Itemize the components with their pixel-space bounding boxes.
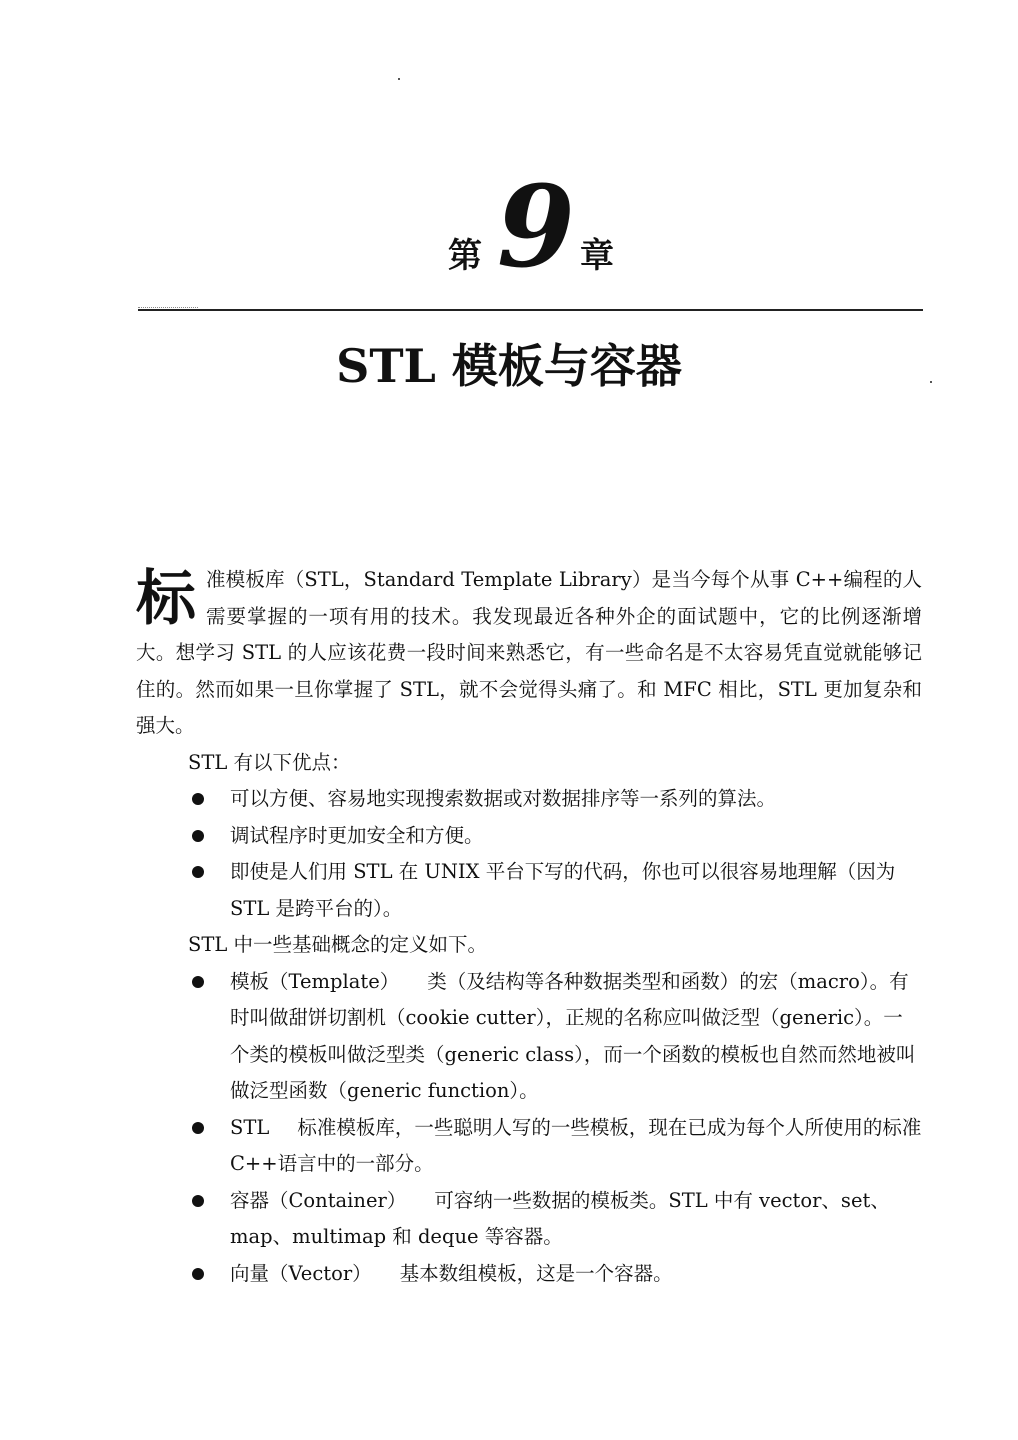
bullet-icon (192, 976, 204, 988)
concept-term: 向量（Vector） (230, 1261, 372, 1285)
bullet-icon (192, 1268, 204, 1280)
list-item-text: 可以方便、容易地实现搜索数据或对数据排序等一系列的算法。 (230, 787, 777, 810)
concept-definition: 可容纳一些数据的模板类。STL 中有 vector、set、map、multimap 和 deque 等容器。 (230, 1188, 890, 1248)
bullet-icon (192, 830, 204, 842)
concept-definition: 标准模板库，一些聪明人写的一些模板，现在已成为每个人所使用的标准 C++语言中的一部分。 (230, 1115, 922, 1175)
title-divider-dotted (138, 307, 198, 308)
concepts-list (136, 964, 922, 1293)
chapter-number: 9 (497, 162, 575, 293)
list-item (136, 1110, 922, 1183)
concept-term: 模板（Template） (230, 969, 400, 993)
chapter-prefix: 第 (448, 236, 482, 276)
list-item (136, 1256, 922, 1293)
concept-definition: 基本数组模板，这是一个容器。 (399, 1261, 673, 1285)
chapter-suffix: 章 (580, 236, 614, 276)
list-item-text: 调试程序时更加安全和方便。 (230, 823, 484, 847)
scan-speck (398, 78, 400, 80)
bullet-icon (192, 1195, 204, 1207)
list-item (136, 1183, 922, 1256)
intro-paragraph (136, 562, 922, 745)
bullet-icon (192, 866, 204, 878)
concept-term: STL (230, 1115, 270, 1139)
list-item (136, 781, 922, 818)
list-item (136, 818, 922, 855)
concepts-lead: STL 中一些基础概念的定义如下。 (188, 933, 488, 956)
bullet-icon (192, 793, 204, 805)
list-item-text: 即使是人们用 STL 在 UNIX 平台下写的代码，你也可以很容易地理解（因为 STL 是跨平台的）。 (230, 860, 896, 920)
title-divider (138, 309, 923, 311)
list-item (136, 854, 922, 927)
intro-text: 准模板库（STL，Standard Template Library）是当今每个从事 C++编程的人需要掌握的一项有用的技术。我发现最近各种外企的面试题中，它的比例逐渐增大。想学习 STL 的人应该花费一段时间来熟悉它，有一些命名是不太容易凭直觉就能够记住的。然而如果一旦你掌握了 STL，就不会觉得头痛了。和 MFC 相比，STL 更加复杂和强大。 (136, 568, 922, 737)
advantages-lead: STL 有以下优点： (188, 750, 351, 774)
concept-term: 容器（Container） (230, 1188, 407, 1212)
chapter-body (136, 562, 922, 1292)
concept-definition: 类（及结构等各种数据类型和函数）的宏（macro）。有时叫做甜饼切割机（cookie cutter），正规的名称应叫做泛型（generic）。一个类的模板叫做泛型类（generic class），而一个函数的模板也自然而然地被叫做泛型函数（generic function）。 (230, 969, 916, 1102)
bullet-icon (192, 1122, 204, 1134)
chapter-heading (0, 162, 1018, 293)
drop-cap: 标 (136, 564, 196, 634)
list-item (136, 964, 922, 1110)
chapter-title: STL 模板与容器 (336, 339, 682, 393)
advantages-list (136, 781, 922, 927)
